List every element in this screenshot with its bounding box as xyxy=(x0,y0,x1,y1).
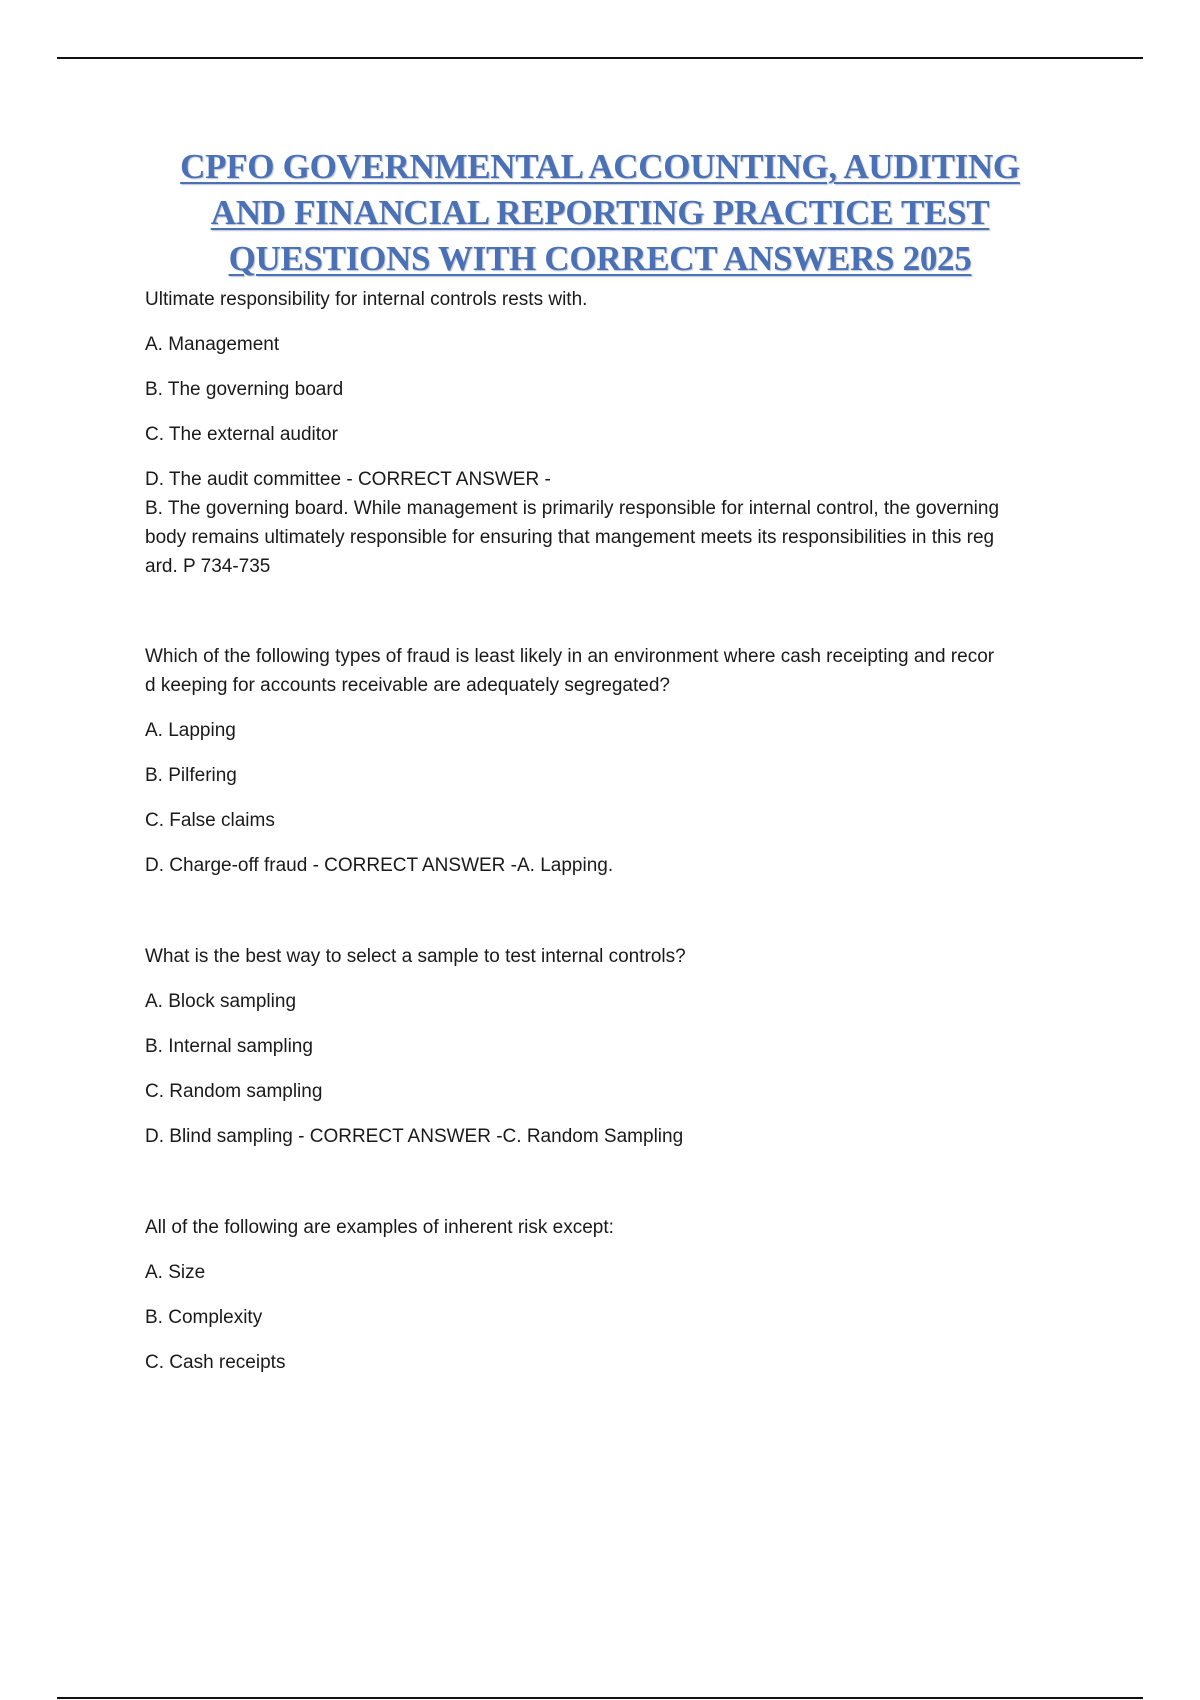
question-text: What is the best way to select a sample to test internal controls? xyxy=(145,946,686,967)
answer-option-d: D. Blind sampling - CORRECT ANSWER -C. Random Sampling xyxy=(145,1126,684,1147)
answer-option-a: A. Lapping xyxy=(145,720,236,741)
question-list xyxy=(145,285,1085,1377)
title-line: QUESTIONS WITH CORRECT ANSWERS 2025 xyxy=(228,239,972,278)
document-title xyxy=(100,144,1100,282)
bottom-rule xyxy=(57,1697,1143,1699)
question-text-line: d keeping for accounts receivable are adequately segregated? xyxy=(145,675,670,696)
answer-option-c: C. Cash receipts xyxy=(145,1352,286,1373)
explanation-line: B. The governing board. While management is primarily responsible for internal control, the governing xyxy=(145,498,1000,519)
title-line: CPFO GOVERNMENTAL ACCOUNTING, AUDITING xyxy=(180,147,1020,186)
question-1 xyxy=(145,285,1085,581)
answer-option-d: D. Charge-off fraud - CORRECT ANSWER -A. Lapping. xyxy=(145,855,614,876)
question-text: All of the following are examples of inherent risk except: xyxy=(145,1217,614,1238)
answer-option-b: B. The governing board xyxy=(145,379,344,400)
question-text: Ultimate responsibility for internal controls rests with. xyxy=(145,289,588,310)
answer-option-a: A. Block sampling xyxy=(145,991,297,1012)
answer-explanation xyxy=(145,494,1085,581)
answer-option-d: D. The audit committee - CORRECT ANSWER - xyxy=(145,469,551,490)
explanation-line: ard. P 734-735 xyxy=(145,556,271,577)
title-line: AND FINANCIAL REPORTING PRACTICE TEST xyxy=(210,193,990,232)
answer-option-a: A. Size xyxy=(145,1262,206,1283)
answer-option-c: C. The external auditor xyxy=(145,424,338,445)
question-4 xyxy=(145,1213,1085,1377)
question-text-line: Which of the following types of fraud is least likely in an environment where cash receipting and recor xyxy=(145,646,995,667)
top-rule xyxy=(57,57,1143,59)
answer-option-b: B. Internal sampling xyxy=(145,1036,313,1057)
spacer xyxy=(145,581,1085,642)
answer-option-b: B. Complexity xyxy=(145,1307,263,1328)
question-text xyxy=(145,642,1085,700)
spacer xyxy=(145,880,1085,942)
explanation-line: body remains ultimately responsible for ensuring that mangement meets its responsibilities in this reg xyxy=(145,527,995,548)
answer-option-c: C. Random sampling xyxy=(145,1081,323,1102)
spacer xyxy=(145,1151,1085,1213)
answer-option-c: C. False claims xyxy=(145,810,275,831)
answer-option-b: B. Pilfering xyxy=(145,765,237,786)
answer-option-a: A. Management xyxy=(145,334,280,355)
question-2 xyxy=(145,642,1085,880)
question-3 xyxy=(145,942,1085,1151)
